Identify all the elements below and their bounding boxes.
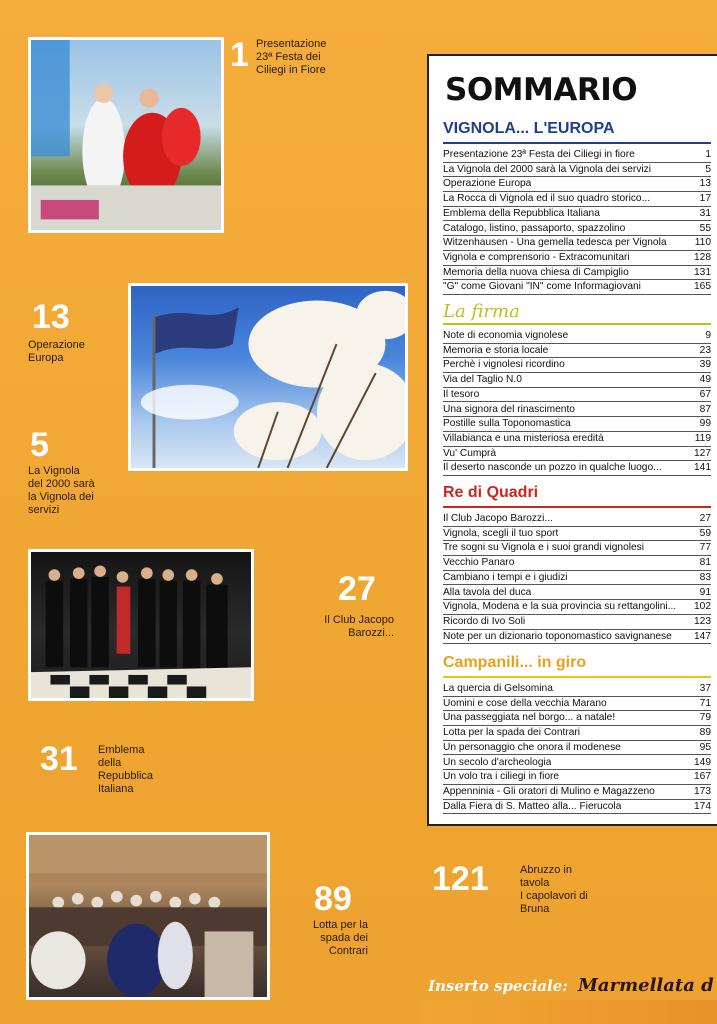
entry-title: "G" come Giovani "IN" come Informagiovani	[443, 281, 641, 293]
feature-1-caption	[256, 38, 326, 77]
feature-89-caption-line: Lotta per la	[312, 919, 368, 931]
entry-title: Una signora del rinascimento	[443, 403, 575, 415]
entry-page-number: 31	[699, 207, 711, 219]
contents-entry[interactable]	[443, 770, 711, 785]
feature-31-caption	[98, 744, 153, 796]
entry-title: Lotta per la spada dei Contrari	[443, 727, 581, 739]
entry-title: Il deserto nasconde un pozzo in qualche luogo...	[443, 462, 662, 474]
entry-page-number: 37	[699, 683, 711, 694]
section-title: Re di Quadri	[443, 484, 539, 501]
feature-31-caption-line: Italiana	[98, 783, 134, 795]
entry-page-number: 79	[699, 712, 711, 724]
feature-27-caption	[306, 614, 394, 640]
entry-title: Emblema della Repubblica Italiana	[443, 207, 600, 219]
entry-title: Tre sogni su Vignola e i suoi grandi vignolesi	[443, 542, 645, 554]
feature-5-caption-line: la Vignola dei	[28, 491, 94, 503]
entry-title: Vignola, scegli il tuo sport	[443, 527, 559, 539]
contents-entry[interactable]	[443, 461, 711, 476]
entry-page-number: 173	[694, 785, 711, 797]
contents-entry[interactable]	[443, 163, 711, 178]
entry-page-number: 17	[699, 193, 711, 205]
feature-121-caption-line: I capolavori di	[520, 890, 588, 902]
feature-27-number: 27	[338, 570, 376, 608]
entry-page-number: 71	[699, 697, 711, 709]
contents-entry[interactable]	[443, 756, 711, 771]
contents-entry[interactable]	[443, 630, 711, 645]
contents-entry[interactable]	[443, 527, 711, 542]
entry-title: Perchè i vignolesi ricordino	[443, 359, 565, 371]
feature-5-caption-line: La Vignola	[28, 465, 80, 477]
contents-entry[interactable]	[443, 800, 711, 815]
entry-page-number: 67	[699, 388, 711, 400]
entry-page-number: 5	[705, 163, 711, 175]
entry-title: Vu' Cumprà	[443, 447, 497, 459]
entry-page-number: 174	[694, 800, 711, 812]
contents-entry[interactable]	[443, 785, 711, 800]
section-rule	[443, 506, 711, 508]
contents-entry[interactable]	[443, 388, 711, 403]
entry-page-number: 123	[694, 615, 711, 627]
entry-page-number: 131	[694, 266, 711, 278]
contents-entry[interactable]	[443, 280, 711, 295]
insert-title: Marmellata d	[578, 975, 714, 996]
contents-entry[interactable]	[443, 512, 711, 527]
feature-13-caption	[28, 339, 85, 365]
entry-title: Witzenhausen - Una gemella tedesca per Vignola	[443, 237, 667, 249]
entry-title: Uomini e cose della vecchia Marano	[443, 697, 607, 709]
feature-121-caption-line: Bruna	[520, 903, 550, 915]
photo-spada-contrari	[26, 832, 270, 1000]
feature-1-number: 1	[230, 36, 249, 74]
feature-13-caption-line: Operazione	[28, 339, 85, 351]
feature-31-number: 31	[40, 740, 78, 778]
feature-89-number: 89	[314, 880, 352, 918]
contents-entry[interactable]	[443, 236, 711, 251]
feature-13-number: 13	[32, 298, 70, 336]
contents-entry[interactable]	[443, 417, 711, 432]
section-rule	[443, 676, 711, 678]
entry-title: La Vignola del 2000 sarà la Vignola dei servizi	[443, 163, 652, 175]
feature-89-caption-line: Contrari	[328, 945, 368, 957]
entry-title: Un secolo d'archeologia	[443, 756, 552, 768]
feature-31-caption-line: della	[98, 757, 122, 769]
entry-title: Via del Taglio N.0	[443, 374, 522, 386]
entry-title: Memoria della nuova chiesa di Campiglio	[443, 266, 629, 278]
contents-title: SOMMARIO	[445, 72, 638, 108]
contents-entry[interactable]	[443, 697, 711, 712]
entry-title: Catalogo, listino, passaporto, spazzolino	[443, 222, 626, 234]
entry-page-number: 77	[699, 542, 711, 554]
entry-page-number: 102	[694, 601, 711, 613]
feature-1-caption-line: Ciliegi in Fiore	[256, 64, 326, 76]
contents-entry[interactable]	[443, 344, 711, 359]
feature-27-caption-line: Il Club Jacopo	[324, 614, 394, 626]
contents-entry[interactable]	[443, 432, 711, 447]
entry-title: Dalla Fiera di S. Matteo alla... Fierucola	[443, 800, 622, 812]
entry-page-number: 165	[694, 281, 711, 293]
feature-27-caption-line: Barozzi...	[348, 627, 394, 639]
entry-page-number: 59	[699, 527, 711, 539]
feature-89-caption	[298, 919, 368, 958]
entry-page-number: 39	[699, 359, 711, 371]
section-rule	[443, 323, 711, 325]
contents-entry[interactable]	[443, 726, 711, 741]
entry-title: Ricordo di Ivo Soli	[443, 615, 526, 627]
contents-entry[interactable]	[443, 682, 711, 697]
entry-page-number: 87	[699, 403, 711, 415]
contents-entry[interactable]	[443, 615, 711, 630]
entry-title: Operazione Europa	[443, 178, 532, 190]
feature-5-number: 5	[30, 426, 49, 464]
section-rule	[443, 142, 711, 144]
table-of-contents	[427, 54, 717, 826]
photo-club-barozzi	[28, 549, 254, 701]
contents-entry[interactable]	[443, 403, 711, 418]
feature-5-caption	[28, 465, 95, 517]
contents-entry[interactable]	[443, 741, 711, 756]
contents-entry[interactable]	[443, 600, 711, 615]
entry-title: Memoria e storia locale	[443, 344, 549, 356]
entry-page-number: 95	[699, 741, 711, 753]
entry-page-number: 55	[699, 222, 711, 234]
section-title: La firma	[443, 301, 520, 322]
contents-entry[interactable]	[443, 586, 711, 601]
entry-title: Il tesoro	[443, 388, 480, 400]
entry-page-number: 141	[694, 462, 711, 474]
entry-page-number: 27	[699, 513, 711, 524]
feature-1-caption-line: 23ª Festa dei	[256, 51, 321, 63]
contents-entry[interactable]	[443, 207, 711, 222]
feature-121-caption-line: Abruzzo in	[520, 864, 572, 876]
entry-title: La Rocca di Vignola ed il suo quadro storico...	[443, 193, 651, 205]
contents-entry[interactable]	[443, 711, 711, 726]
insert-banner	[420, 1000, 717, 1024]
entry-page-number: 91	[699, 586, 711, 598]
photo-flag-blossoms	[128, 283, 408, 471]
entry-page-number: 119	[694, 432, 711, 444]
entry-page-number: 167	[694, 771, 711, 783]
feature-5-caption-line: servizi	[28, 504, 60, 516]
entry-title: Cambiano i tempi e i giudizi	[443, 571, 568, 583]
contents-entry[interactable]	[443, 148, 711, 163]
entry-page-number: 127	[694, 447, 711, 459]
entry-page-number: 9	[705, 330, 711, 341]
feature-13-caption-line: Europa	[28, 352, 64, 364]
feature-121-caption	[520, 864, 588, 916]
contents-entry[interactable]	[443, 571, 711, 586]
entry-page-number: 1	[705, 149, 711, 160]
entry-title: Vignola e comprensorio - Extracomunitari	[443, 251, 630, 263]
entry-page-number: 128	[694, 251, 711, 263]
feature-31-caption-line: Repubblica	[98, 770, 154, 782]
entry-page-number: 89	[699, 727, 711, 739]
entry-page-number: 49	[699, 374, 711, 386]
entry-page-number: 149	[694, 756, 711, 768]
feature-1-caption-line: Presentazione	[256, 38, 327, 50]
insert-label: Inserto speciale:	[428, 977, 568, 995]
entry-title: Postille sulla Toponomastica	[443, 418, 571, 430]
contents-entry[interactable]	[443, 358, 711, 373]
contents-entry[interactable]	[443, 556, 711, 571]
feature-89-caption-line: spada dei	[320, 932, 368, 944]
entry-title: Note di economia vignolese	[443, 330, 569, 341]
entry-title: Villabianca e una misteriosa eredità	[443, 432, 604, 444]
feature-121-caption-line: tavola	[520, 877, 550, 889]
entry-title: Un personaggio che onora il modenese	[443, 741, 621, 753]
contents-entry[interactable]	[443, 192, 711, 207]
contents-entry[interactable]	[443, 266, 711, 281]
entry-page-number: 81	[699, 557, 711, 569]
entry-title: Un volo tra i ciliegi in fiore	[443, 771, 560, 783]
contents-entry[interactable]	[443, 222, 711, 237]
entry-page-number: 99	[699, 418, 711, 430]
entry-title: Vignola, Modena e la sua provincia su rettangolini...	[443, 601, 677, 613]
entry-title: Il Club Jacopo Barozzi...	[443, 513, 553, 524]
contents-entry[interactable]	[443, 251, 711, 266]
feature-31-caption-line: Emblema	[98, 744, 145, 756]
contents-entry[interactable]	[443, 177, 711, 192]
entry-title: Presentazione 23ª Festa dei Ciliegi in fiore	[443, 149, 635, 160]
contents-entry[interactable]	[443, 447, 711, 462]
entry-title: Vecchio Panaro	[443, 557, 515, 569]
entry-title: La quercia di Gelsomina	[443, 683, 553, 694]
entry-page-number: 23	[699, 344, 711, 356]
contents-entry[interactable]	[443, 541, 711, 556]
entry-page-number: 13	[699, 178, 711, 190]
contents-entry[interactable]	[443, 329, 711, 344]
entry-page-number: 110	[694, 237, 711, 249]
section-title: Campanili... in giro	[443, 654, 587, 671]
section-title: VIGNOLA... L'EUROPA	[443, 120, 615, 137]
entry-page-number: 147	[694, 630, 711, 642]
feature-121-number: 121	[432, 860, 489, 898]
entry-title: Alla tavola del duca	[443, 586, 532, 598]
entry-title: Appenninia - Gli oratori di Mulino e Magazzeno	[443, 785, 655, 797]
photo-festival-float	[28, 37, 224, 233]
entry-title: Una passeggiata nel borgo... a natale!	[443, 712, 616, 724]
entry-title: Note per un dizionario toponomastico savignanese	[443, 630, 672, 642]
contents-entry[interactable]	[443, 373, 711, 388]
entry-page-number: 83	[699, 571, 711, 583]
feature-5-caption-line: del 2000 sarà	[28, 478, 95, 490]
